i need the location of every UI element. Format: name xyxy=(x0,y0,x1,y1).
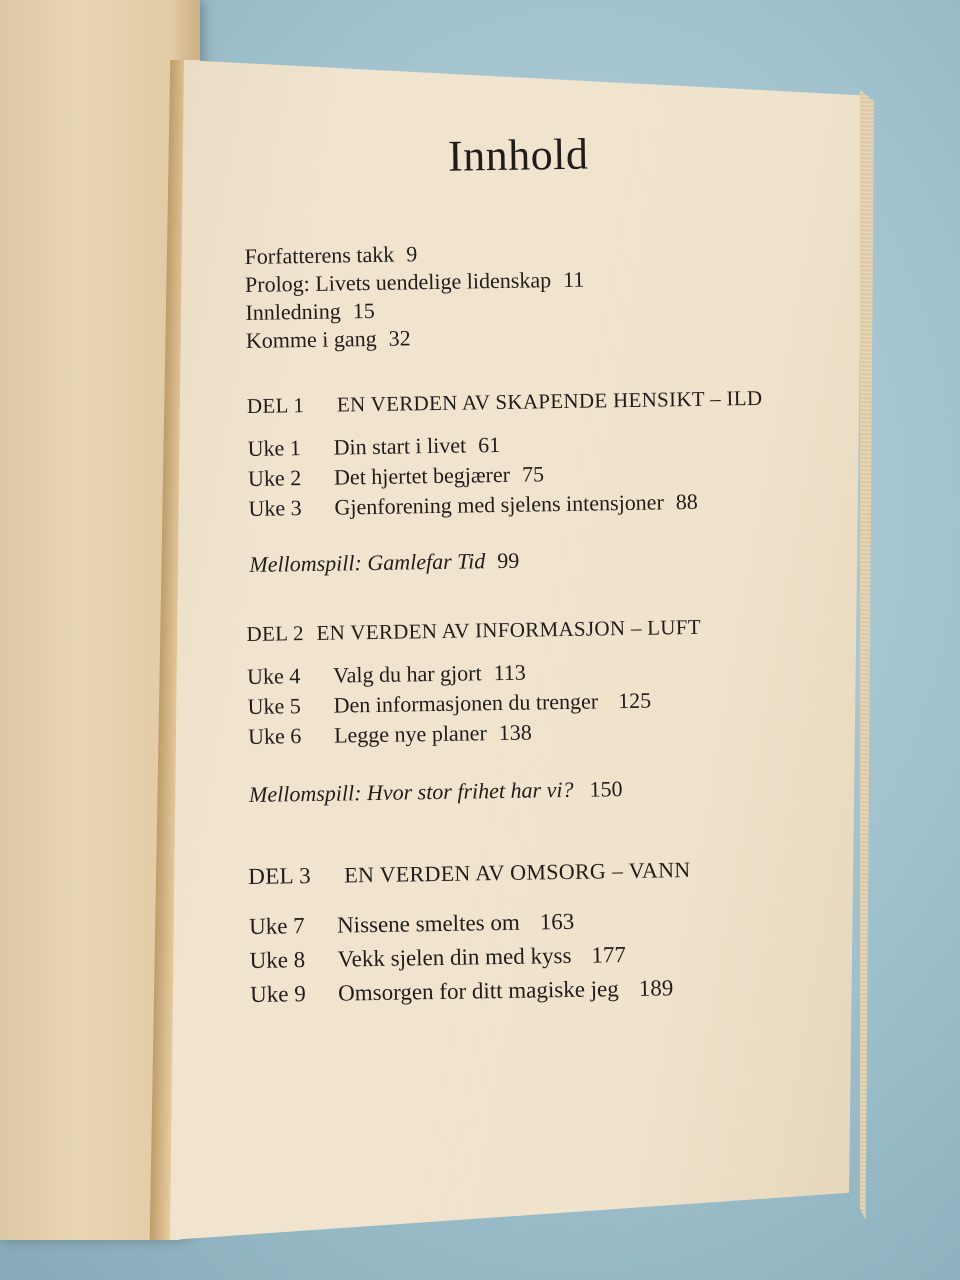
week-page: 125 xyxy=(617,687,652,714)
week-title: Nissene smeltes om xyxy=(336,909,520,938)
week-number: Uke 8 xyxy=(249,947,306,973)
week-page: 113 xyxy=(493,659,526,686)
toc-week-entry xyxy=(248,461,544,492)
toc-week-entry xyxy=(247,432,500,462)
toc-entry xyxy=(245,298,375,326)
toc-entry xyxy=(244,241,417,270)
week-number: Uke 1 xyxy=(247,435,301,461)
week-number: Uke 2 xyxy=(247,465,302,491)
part-number: DEL 3 xyxy=(248,863,312,889)
week-title: Valg du har gjort xyxy=(332,660,482,688)
week-number: Uke 6 xyxy=(247,723,302,749)
part-heading xyxy=(247,386,763,419)
toc-entry-label: Komme i gang xyxy=(245,325,377,353)
week-page: 75 xyxy=(521,461,545,487)
toc-week-entry xyxy=(249,909,575,940)
week-number: Uke 7 xyxy=(248,913,305,939)
week-page: 88 xyxy=(675,488,698,515)
part-heading xyxy=(248,857,691,890)
toc-entry-page: 11 xyxy=(562,266,585,292)
week-title: Gjenforening med sjelens intensjoner xyxy=(334,489,664,520)
week-number: Uke 4 xyxy=(246,663,301,689)
toc-week-entry xyxy=(250,975,673,1008)
toc-week-entry xyxy=(247,660,526,690)
week-title: Vekk sjelen din med kyss xyxy=(337,942,572,972)
toc-entry-label: Forfatterens takk xyxy=(244,241,395,269)
toc-entry-page: 15 xyxy=(352,297,375,324)
part-number: DEL 1 xyxy=(246,393,305,418)
part-number: DEL 2 xyxy=(246,621,304,646)
interlude-entry xyxy=(249,776,623,808)
interlude-label: Mellomspill: Gamlefar Tid xyxy=(249,548,486,577)
interlude-label: Mellomspill: Hvor stor frihet har vi? xyxy=(248,776,574,807)
week-title: Det hjertet begjærer xyxy=(333,461,511,490)
week-page: 163 xyxy=(539,908,575,935)
week-page: 61 xyxy=(477,431,501,458)
week-page: 189 xyxy=(638,975,674,1001)
week-title: Din start i livet xyxy=(333,432,467,460)
week-number: Uke 9 xyxy=(249,981,306,1007)
toc-week-entry xyxy=(249,942,626,974)
toc-entry-page: 9 xyxy=(406,241,418,267)
week-page: 138 xyxy=(498,719,532,746)
toc-entry xyxy=(245,267,585,298)
toc-entry-label: Innledning xyxy=(245,298,341,325)
part-title: EN VERDEN AV SKAPENDE HENSIKT – ILD xyxy=(336,385,763,417)
week-title: Omsorgen for ditt magiske jeg xyxy=(337,976,619,1006)
toc-week-entry xyxy=(247,688,651,720)
week-title: Den informasjonen du trenger xyxy=(333,688,599,718)
interlude-page: 150 xyxy=(589,776,623,802)
toc-entry xyxy=(246,325,411,354)
toc-entry-label: Prolog: Livets uendelige lidenskap xyxy=(244,267,552,297)
part-heading xyxy=(246,615,701,647)
toc-week-entry xyxy=(248,489,698,522)
interlude-entry xyxy=(249,548,519,578)
week-page: 177 xyxy=(591,942,627,968)
part-title: EN VERDEN AV OMSORG – VANN xyxy=(344,857,691,888)
week-number: Uke 3 xyxy=(248,495,302,521)
interlude-page: 99 xyxy=(497,547,520,574)
page-title: Innhold xyxy=(447,129,589,181)
toc-entry-page: 32 xyxy=(388,325,411,351)
week-number: Uke 5 xyxy=(247,693,301,719)
toc-week-entry xyxy=(248,720,532,750)
week-title: Legge nye planer xyxy=(333,720,487,748)
part-title: EN VERDEN AV INFORMASJON – LUFT xyxy=(316,614,702,645)
